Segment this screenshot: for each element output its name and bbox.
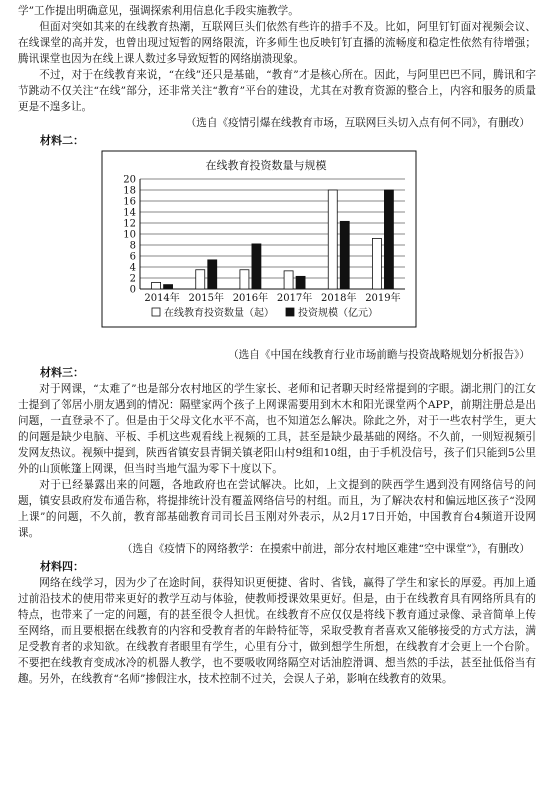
x-tick-label: 2016年 <box>232 293 269 304</box>
source-note-3: （选自《疫情下的网络教学：在摸索中前进，部分农村地区难建“空中课堂”》，有删改） <box>121 543 530 555</box>
paragraph-3-2: 对于已经暴露出来的问题，各地政府也在尝试解决。比如，上文提到的陕西学生遇到没有网络信号的问题，镇安县政府发布通告称，将提排统计没有覆盖网络信号的村组。而且，为了解决农村和偏远地区孩子“没网上课”的问题，不久前，教育部基础教育司司长吕玉刚对外表示，从2月17日开始，中国教育台4频道开设网课。 <box>18 479 536 539</box>
y-tick-label: 18 <box>123 185 136 197</box>
bar-investment-count <box>240 270 249 289</box>
paragraph-4-1: 网络在线学习，因为少了在途时间，获得知识更便捷、省时、省钱，赢得了学生和家长的厚爱。再加上通过前沿技术的使用带来更好的教学互动与体验，使教师授课效果更好。但是，由于在线教育具有网络所具有的特点，也带来了一定的问题，有的甚至很令人担忧。在线教育不应仅仅是将线下教育通过录像、录音简单上传至网络，而且要根据在线教育的内容和受教育者的年龄特征等，采取受教育者喜欢又能够接受的方式方法，满足受教育者的求知欲。在线教育者眼里有学生，心里有分寸，做到想学生所想，在线教育才会更上一个台阶。不要把在线教育变成冰冷的机器人教学，也不要吸收网络隔空对话油腔滑调、想当然的手法，甚至扯低俗当有趣。另外，在线教育“名师”掺假注水，技术控制不过关，会误人子弟，影响在线教育的效果。 <box>18 577 536 685</box>
bar-investment-scale <box>208 260 217 289</box>
legend-swatch-scale <box>286 308 294 316</box>
paragraph-lead: 学”工作提出明确意见，强调探索利用信息化手段实施教学。 <box>18 5 299 17</box>
y-tick-label: 16 <box>123 196 136 208</box>
y-tick-label: 10 <box>123 229 136 241</box>
bar-investment-scale <box>384 190 393 289</box>
paragraph-1-2: 不过，对于在线教育来说，“在线”还只是基础，“教育”才是核心所在。因此，与阿里巴巴不同，腾讯和字节跳动不仅关注“在线”部分，还非常关注“教育”平台的建设，尤其在对教育资源的整合上，内容和服务的质量更是不遑多让。 <box>18 69 536 113</box>
paragraph-1-1: 但面对突如其来的在线教育热潮，互联网巨头们依然有些许的措手不及。比如，阿里钉钉面对视频会议、在线课堂的高并发，也曾出现过短暂的网络限流，许多师生也反映钉钉直播的流畅度和稳定性依然有待增强；腾讯课堂也因为在线上课人数过多导致短暂的网络崩溃现象。 <box>18 21 536 65</box>
legend-label-count: 在线教育投资数量（起） <box>164 308 274 319</box>
y-tick-label: 0 <box>129 284 136 296</box>
paragraph-3-1: 对于网课，“太难了”也是部分农村地区的学生家长、老师和记者聊天时经常提到的字眼。湖北荆门的江女士提到了邻居小朋友遇到的情况：隔壁家两个孩子上网课需要用到木木和阳光课堂两个APP，前期注册总是出问题，一直登录不了。但是由于父母文化水平不高，也不知道怎么解决。除此之外，对于一些农村学生，更大的问题是缺少电脑、平板、手机这些观看线上视频的工具，甚至是缺少最基础的网络。不久前，一则短视频引发网友热议。视频中提到，陕西省镇安县青铜关镇老阳山村9组和10组，由于手机没信号，孩子们只能到5公里外的山顶帐篷上网课，但当时当地气温为零下十度以下。 <box>18 383 536 475</box>
bar-investment-count <box>196 270 205 289</box>
bar-investment-scale <box>252 244 261 289</box>
legend-label-scale: 投资规模（亿元） <box>298 308 378 319</box>
source-note-2: （选自《中国在线教育行业市场前瞻与投资战略规划分析报告》） <box>228 349 530 361</box>
material-3-heading: 材料三： <box>40 366 84 379</box>
chart-container <box>0 149 554 347</box>
y-tick-label: 4 <box>129 262 136 274</box>
legend-swatch-count <box>152 308 160 316</box>
bar-investment-scale <box>296 276 305 289</box>
bar-investment-count <box>152 282 161 289</box>
bar-investment-scale <box>340 221 349 289</box>
x-tick-label: 2019年 <box>365 293 401 304</box>
y-tick-label: 2 <box>129 273 136 285</box>
y-tick-label: 6 <box>129 251 136 263</box>
x-tick-label: 2017年 <box>276 293 313 304</box>
y-tick-label: 14 <box>123 207 136 219</box>
source-note-1: （选自《疫情引爆在线教育市场，互联网巨头切入点有何不同》，有删改） <box>185 117 530 129</box>
material-2-heading: 材料二： <box>40 134 84 147</box>
x-tick-label: 2015年 <box>188 293 224 304</box>
bar-investment-scale <box>164 285 173 289</box>
bar-investment-count <box>328 190 337 289</box>
investment-chart <box>0 149 554 347</box>
y-tick-label: 12 <box>123 218 136 230</box>
material-4-heading: 材料四： <box>40 560 84 573</box>
y-tick-label: 20 <box>123 174 136 186</box>
y-tick-label: 8 <box>129 240 136 252</box>
x-tick-label: 2018年 <box>321 293 357 304</box>
chart-title: 在线教育投资数量与规模 <box>205 159 327 172</box>
bar-investment-count <box>372 238 381 289</box>
bar-investment-count <box>284 271 293 289</box>
x-tick-label: 2014年 <box>144 293 180 304</box>
